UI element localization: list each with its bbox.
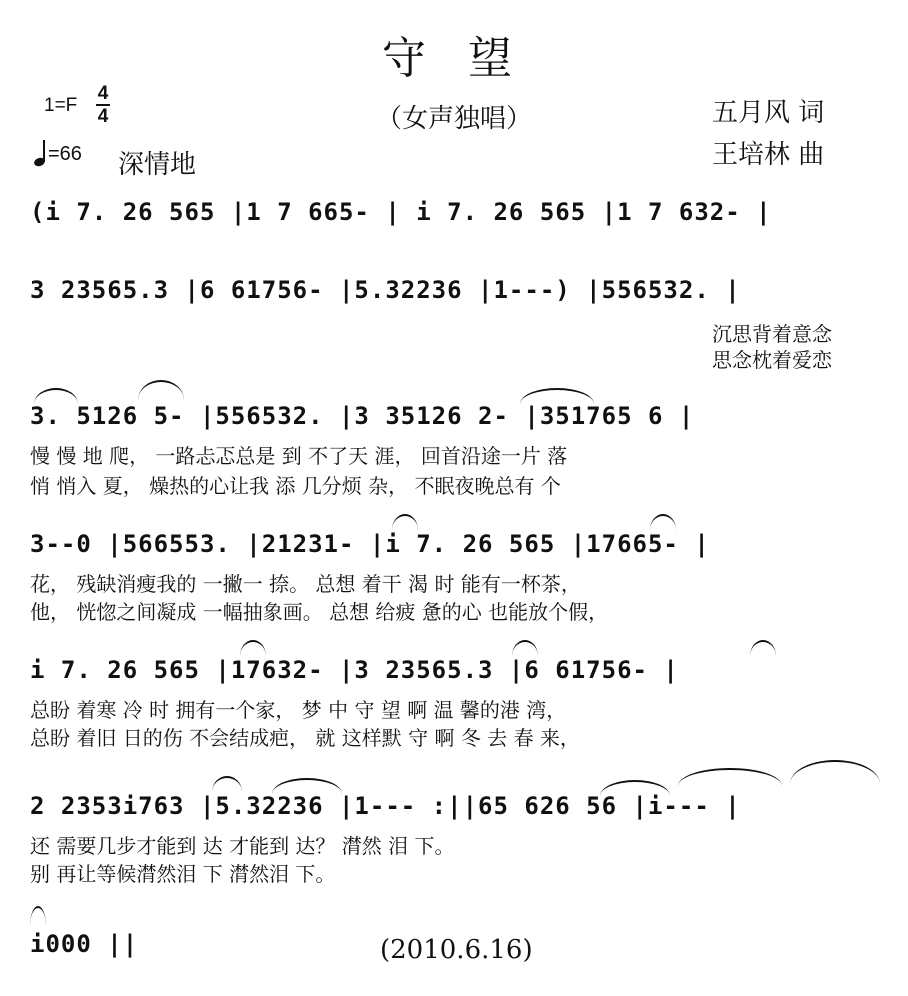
slur [30,906,46,926]
lyric-line-5a: 总盼 着寒 冷 时 拥有一个家， 梦 中 守 望 啊 温 馨的港 湾， [30,698,567,722]
expression-marking: 深情地 [118,150,197,180]
slur [240,640,266,656]
score-line-3: 3. 5126 5- |556532. |3 35126 2- |351765 6 | [30,402,695,430]
lyric-line-3a: 慢 慢 地 爬， 一路忐忑总是 到 不了天 涯， 回首沿途一片 落 [30,444,568,468]
lyric-line-6a: 还 需要几步才能到 达 才能到 达？ 潸然 泪 下。 [30,834,455,858]
quarter-note-icon [34,140,48,166]
slur [678,768,782,786]
slur [650,514,676,530]
composer-credit: 王培林 曲 [712,140,825,170]
slur [392,514,418,530]
performance-note: （女声独唱） [375,104,532,134]
slur [520,388,594,404]
slur [512,640,538,656]
score-line-4: 3--0 |566553. |21231- |i 7. 26 565 |17665- | [30,530,710,558]
score-line-1: (i 7. 26 565 |1 7 665- | i 7. 26 565 |1 7 632- | [30,198,772,226]
tempo-marking [34,140,82,166]
score-line-6: 2 2353i763 |5.32236 |1--- :||65 626 56 |i--- | [30,792,741,820]
tempo-value: =66 [48,143,82,165]
time-signature-top: 4 [97,83,109,104]
key-signature: 1=F [44,95,78,116]
lyric-line-4a: 花， 残缺消瘦我的 一撇一 捺。 总想 着干 渴 时 能有一杯茶， [30,572,581,596]
composition-date: (2010.6.16) [380,935,533,965]
time-signature [96,84,110,126]
slur [34,388,78,404]
score-line-7: i000 || [30,930,139,958]
slur [272,778,342,794]
slur [138,380,184,400]
lyricist-credit: 五月风 词 [712,98,825,128]
lyric-line-2b: 思念枕着爱恋 [712,348,832,372]
lyric-line-2a: 沉思背着意念 [712,322,832,346]
lyric-line-5b: 总盼 着旧 日的伤 不会结成疤， 就 这样默 守 啊 冬 去 春 来， [30,726,580,750]
slur [600,780,670,796]
lyric-line-6b: 别 再让等候潸然泪 下 潸然泪 下。 [30,862,336,886]
slur [212,776,242,792]
lyric-line-3b: 悄 悄入 夏， 燥热的心让我 添 几分烦 杂， 不眠夜晚总有 个 [30,474,561,498]
lyric-line-4b: 他， 恍惚之间凝成 一幅抽象画。 总想 给疲 惫的心 也能放个假， [30,600,609,624]
score-line-5: i 7. 26 565 |17632- |3 23565.3 |6 61756- | [30,656,679,684]
score-line-2: 3 23565.3 |6 61756- |5.32236 |1---) |556532. | [30,276,741,304]
song-title: 守 望 [382,33,526,84]
time-signature-bottom: 4 [97,106,109,127]
slur [790,760,880,784]
slur [750,640,776,656]
